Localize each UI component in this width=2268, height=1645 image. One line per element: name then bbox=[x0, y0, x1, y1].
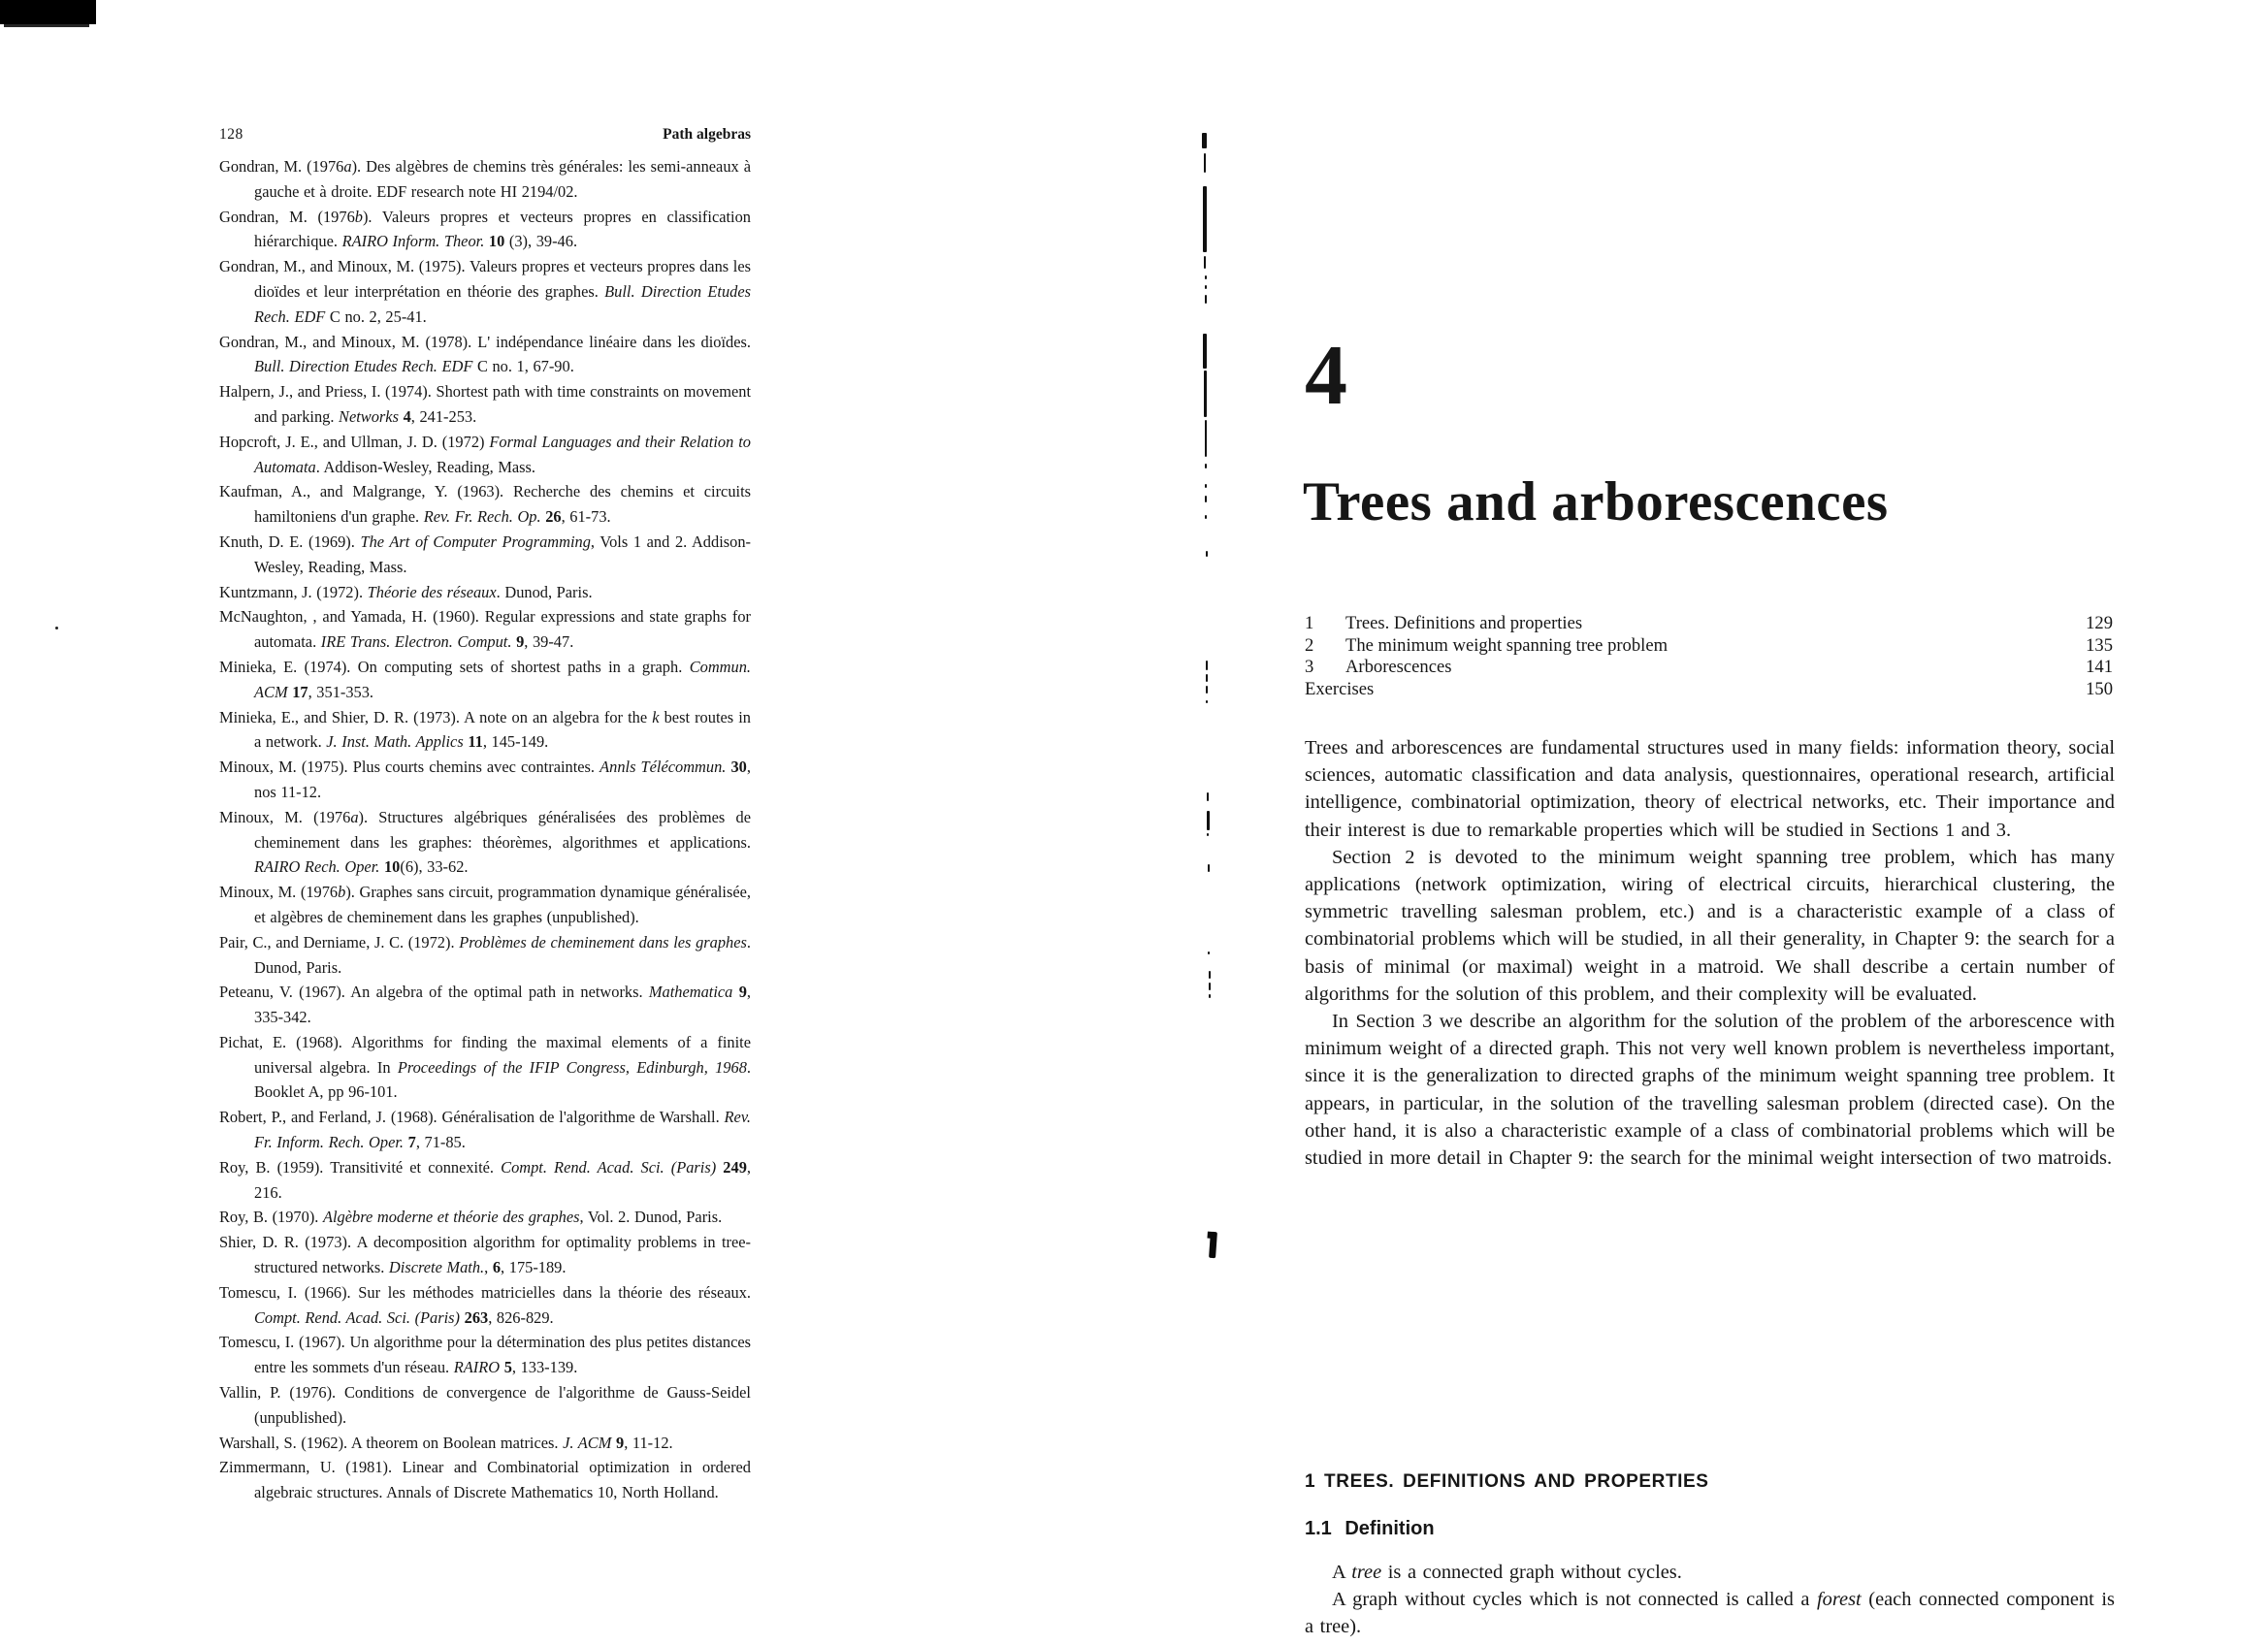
left-page bbox=[219, 126, 751, 1505]
reference-entry: Minieka, E. (1974). On computing sets of shortest paths in a graph. Commun. ACM 17, 351-353. bbox=[219, 657, 751, 701]
toc-section-label: The minimum weight spanning tree problem bbox=[1345, 634, 1669, 656]
intro-paragraph: In Section 3 we describe an algorithm for the solution of the problem of the arborescence with minimum weight of a directed graph. This not very well known problem is nevertheless important, since it is the generalization to directed graphs of the minimum weight spanning tree problem. It appears, in particular, in the solution of the travelling salesman problem (directed case). On the other hand, it is also a characteristic example of a class of combinatorial problems which will be studied in more detail in Chapter 9: the search for the minimal weight intersection of two matroids. bbox=[1305, 1011, 2115, 1170]
reference-entry: Tomescu, I. (1967). Un algorithme pour la détermination des plus petites distances entre les sommets d'un réseau. RAIRO 5, 133-139. bbox=[219, 1333, 751, 1377]
reference-entry: Vallin, P. (1976). Conditions de convergence de l'algorithme de Gauss-Seidel (unpublished). bbox=[219, 1383, 751, 1427]
toc-row bbox=[1305, 635, 2113, 658]
reference-entry: Minoux, M. (1975). Plus courts chemins avec contraintes. Annls Télécommun. 30, nos 11-12. bbox=[219, 758, 751, 801]
toc-page-number: 141 bbox=[2086, 657, 2113, 678]
toc-page-number: 129 bbox=[2086, 613, 2113, 633]
reference-entry: Zimmermann, U. (1981). Linear and Combinatorial optimization in ordered algebraic structures. Annals of Discrete Mathematics 10, North Holland. bbox=[219, 1458, 751, 1502]
toc-section-label: Exercises bbox=[1305, 678, 1375, 699]
toc-row bbox=[1305, 657, 2113, 679]
reference-entry: Roy, B. (1970). Algèbre moderne et théorie des graphes, Vol. 2. Dunod, Paris. bbox=[219, 1208, 723, 1227]
section-heading: 1 TREES. DEFINITIONS AND PROPERTIES bbox=[1305, 1471, 1709, 1492]
page-number: 128 bbox=[219, 126, 243, 143]
reference-entry: Halpern, J., and Priess, I. (1974). Shortest path with time constraints on movement and parking. Networks 4, 241-253. bbox=[219, 382, 751, 426]
reference-entry: Shier, D. R. (1973). A decomposition algorithm for optimality problems in tree-structured networks. Discrete Math., 6, 175-189. bbox=[219, 1233, 751, 1277]
subsection-heading: 1.1 Definition bbox=[1305, 1518, 1435, 1539]
reference-entry: Robert, P., and Ferland, J. (1968). Généralisation de l'algorithme de Warshall. Rev. Fr. Inform. Rech. Oper. 7, 71-85. bbox=[219, 1108, 751, 1152]
reference-entry: Gondran, M. (1976b). Valeurs propres et vecteurs propres en classification hiérarchique. RAIRO Inform. Theor. 10 (3), 39-46. bbox=[219, 207, 751, 251]
toc-page-number: 135 bbox=[2086, 634, 2113, 656]
reference-list bbox=[219, 154, 751, 1505]
scan-corner-artifact bbox=[0, 0, 96, 24]
reference-entry: Warshall, S. (1962). A theorem on Boolean matrices. J. ACM 9, 11-12. bbox=[219, 1433, 673, 1452]
reference-entry: Hopcroft, J. E., and Ullman, J. D. (1972) Formal Languages and their Relation to Automata. Addison-Wesley, Reading, Mass. bbox=[219, 432, 751, 476]
chapter-number: 4 bbox=[1305, 329, 1348, 423]
reference-entry: McNaughton, , and Yamada, H. (1960). Regular expressions and state graphs for automata. IRE Trans. Electron. Comput. 9, 39-47. bbox=[219, 607, 751, 652]
reference-entry: Roy, B. (1959). Transitivité et connexité. Compt. Rend. Acad. Sci. (Paris) 249, 216. bbox=[219, 1157, 751, 1202]
toc-section-number: 1 bbox=[1305, 613, 1314, 633]
intro-paragraph: Section 2 is devoted to the minimum weight spanning tree problem, which has many applications (network optimization, wiring of electrical circuits, hierarchical clustering, the symmetric travelling salesman problem, etc.) and is a characteristic example of a class of combinatorial problems which will be studied, in all their generality, in Chapter 9: the search for a basis of minimal (or maximal) weight in a matroid. We shall describe a certain number of algorithms for the solution of this problem, and their complexity will be evaluated. bbox=[1305, 846, 2115, 1005]
reference-entry: Pichat, E. (1968). Algorithms for finding the maximal elements of a finite universal algebra. In Proceedings of the IFIP Congress, Edinburgh, 1968. Booklet A, pp 96-101. bbox=[219, 1032, 751, 1102]
toc-page-number: 150 bbox=[2086, 678, 2113, 699]
reference-entry: Pair, C., and Derniame, J. C. (1972). Problèmes de cheminement dans les graphes. Dunod, Paris. bbox=[219, 932, 751, 977]
toc-row bbox=[1305, 613, 2113, 635]
chapter-title: Trees and arborescences bbox=[1303, 471, 1889, 532]
running-head: Path algebras bbox=[663, 126, 751, 143]
scan-bracket-artifact bbox=[1209, 1232, 1217, 1258]
chapter-toc bbox=[1305, 613, 2113, 700]
intro-paragraph: Trees and arborescences are fundamental structures used in many fields: information theory, social sciences, automatic classification and data analysis, questionnaires, operational research, artificial intelligence, combinatorial optimization, theory of electrical networks, etc. Their importance and their interest is due to remarkable properties which will be studied in Sections 1 and 3. bbox=[1305, 737, 2115, 841]
reference-entry: Gondran, M., and Minoux, M. (1975). Valeurs propres et vecteurs propres dans les dioïdes et leur interprétation en théorie des graphes. Bull. Direction Etudes Rech. EDF C no. 2, 25-41. bbox=[219, 257, 751, 326]
definition-text bbox=[1305, 1559, 2115, 1641]
toc-section-number: 2 bbox=[1305, 634, 1314, 656]
reference-entry: Minoux, M. (1976a). Structures algébriques généralisées des problèmes de cheminement dans les graphes: théorèmes, algorithmes et applications. RAIRO Rech. Oper. 10(6), 33-62. bbox=[219, 807, 751, 877]
definition-paragraph: A graph without cycles which is not connected is called a forest (each connected component is a tree). bbox=[1305, 1589, 2115, 1638]
reference-entry: Tomescu, I. (1966). Sur les méthodes matricielles dans la théorie des réseaux. Compt. Rend. Acad. Sci. (Paris) 263, 826-829. bbox=[219, 1282, 751, 1327]
reference-entry: Knuth, D. E. (1969). The Art of Computer Programming, Vols 1 and 2. Addison-Wesley, Reading, Mass. bbox=[219, 532, 751, 576]
reference-entry: Gondran, M., and Minoux, M. (1978). L' indépendance linéaire dans les dioïdes. Bull. Direction Etudes Rech. EDF C no. 1, 67-90. bbox=[219, 332, 751, 376]
reference-entry: Peteanu, V. (1967). An algebra of the optimal path in networks. Mathematica 9, 335-342. bbox=[219, 983, 751, 1027]
definition-paragraph: A tree is a connected graph without cycles. bbox=[1332, 1562, 1682, 1583]
toc-section-label: Arborescences bbox=[1345, 657, 1452, 678]
reference-entry: Minoux, M. (1976b). Graphes sans circuit, programmation dynamique généralisée, et algèbres de cheminement dans les graphes (unpublished). bbox=[219, 883, 751, 926]
toc-row bbox=[1305, 679, 2113, 701]
chapter-intro bbox=[1305, 734, 2115, 1172]
reference-entry: Kaufman, A., and Malgrange, Y. (1963). Recherche des chemins et circuits hamiltoniens d'un graphe. Rev. Fr. Rech. Op. 26, 61-73. bbox=[219, 482, 751, 527]
toc-section-label: Trees. Definitions and properties bbox=[1345, 613, 1583, 633]
reference-entry: Kuntzmann, J. (1972). Théorie des réseaux. Dunod, Paris. bbox=[219, 582, 593, 601]
scan-speck bbox=[55, 627, 58, 629]
reference-entry: Minieka, E., and Shier, D. R. (1973). A note on an algebra for the k best routes in a network. J. Inst. Math. Applics 11, 145-149. bbox=[219, 707, 751, 752]
toc-section-number: 3 bbox=[1305, 657, 1314, 678]
left-page-header bbox=[219, 126, 751, 144]
reference-entry: Gondran, M. (1976a). Des algèbres de chemins très générales: les semi-anneaux à gauche et à droite. EDF research note HI 2194/02. bbox=[219, 157, 751, 201]
